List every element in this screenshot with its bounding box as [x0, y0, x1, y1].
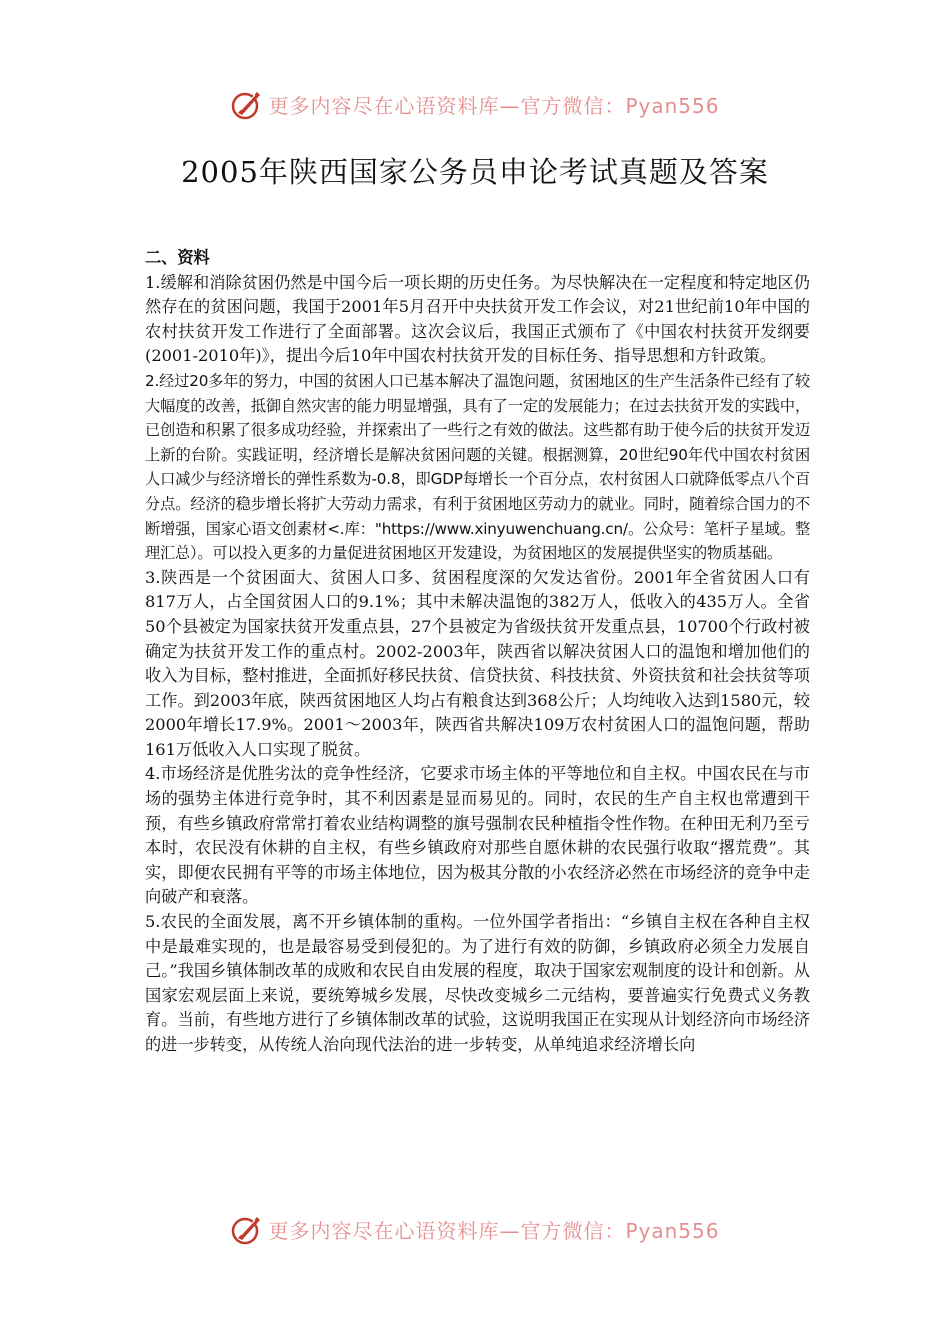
- footer-banner: [0, 1209, 950, 1249]
- banner-text: 更多内容尽在心语资料库—官方微信：Pyan556: [268, 1218, 720, 1243]
- banner-text: 更多内容尽在心语资料库—官方微信：Pyan556: [268, 93, 720, 118]
- quill-pen-logo-icon: [230, 1212, 264, 1246]
- page-title: 2005年陕西国家公务员申论考试真题及答案: [181, 155, 769, 189]
- paragraph-2: 2.经过20多年的努力，中国的贫困人口已基本解决了温饱问题，贫困地区的生产生活条件已经有了较大幅度的改善，抵御自然灾害的能力明显增强，具有了一定的发展能力；在过去扶贫开发的实践中，已创造和积累了很多成功经验，并探索出了一些行之有效的做法。这些都有助于使今后的扶贫开发迈上新的台阶。实践证明，经济增长是解决贫困问题的关键。根据测算，20世纪90年代中国农村贫困人口减少与经济增长的弹性系数为-0.8，即GDP每增长一个百分点，农村贫困人口就降低零点八个百分点。经济的稳步增长将扩大劳动力需求，有利于贫困地区劳动力的就业。同时，随着综合国力的不断增强，国家心语文创素材<.库："https://www.xinyuwenchuang.cn/。公众号：笔杆子星域。整理汇总）。可以投入更多的力量促进贫困地区开发建设，为贫困地区的发展提供坚实的物质基础。: [145, 371, 810, 563]
- header-banner: [0, 84, 950, 124]
- paragraph-5: 5.农民的全面发展，离不开乡镇体制的重构。一位外国学者指出：“乡镇自主权在各种自主权中是最难实现的，也是最容易受到侵犯的。为了进行有效的防御，乡镇政府必须全力发展自己。”我国乡镇体制改革的成败和农民自由发展的程度，取决于国家宏观制度的设计和创新。从国家宏观层面上来说，要统筹城乡发展，尽快改变城乡二元结构，要普遍实行免费式义务教育。当前，有些地方进行了乡镇体制改革的试验，这说明我国正在实现从计划经济向市场经济的进一步转变，从传统人治向现代法治的进一步转变，从单纯追求经济增长向: [145, 912, 810, 1054]
- quill-pen-logo-icon: [230, 87, 264, 121]
- paragraph-4: 4.市场经济是优胜劣汰的竞争性经济，它要求市场主体的平等地位和自主权。中国农民在与市场的强势主体进行竞争时，其不利因素是显而易见的。同时，农民的生产自主权也常遭到干预，有些乡镇政府常常打着农业结构调整的旗号强制农民种植指令性作物。在种田无利乃至亏本时，农民没有休耕的自主权，有些乡镇政府对那些自愿休耕的农民强行收取“撂荒费”。其实，即便农民拥有平等的市场主体地位，因为极其分散的小农经济必然在市场经济的竞争中走向破产和衰落。: [145, 764, 810, 907]
- paragraph-1: 1.缓解和消除贫困仍然是中国今后一项长期的历史任务。为尽快解决在一定程度和特定地区仍然存在的贫困问题，我国于2001年5月召开中央扶贫开发工作会议，对21世纪前10年中国的农村扶贫开发工作进行了全面部署。这次会议后，我国正式颁布了《中国农村扶贫开发纲要(2001-2010年)》，提出今后10年中国农村扶贫开发的目标任务、指导思想和方针政策。: [145, 272, 810, 366]
- document-body: [145, 246, 810, 1058]
- paragraph-3: 3.陕西是一个贫困面大、贫困人口多、贫困程度深的欠发达省份。2001年全省贫困人口有817万人，占全国贫困人口的9.1%；其中未解决温饱的382万人，低收入的435万人。全省50个县被定为国家扶贫开发重点县，27个县被定为省级扶贫开发重点县，10700个行政村被确定为扶贫开发工作的重点村。2002-2003年，陕西省以解决贫困人口的温饱和增加他们的收入为目标，整村推进，全面抓好移民扶贫、信贷扶贫、科技扶贫、外资扶贫和社会扶贫等项工作。到2003年底，陕西贫困地区人均占有粮食达到368公斤；人均纯收入达到1580元，较2000年增长17.9%。2001～2003年，陕西省共解决109万农村贫困人口的温饱问题，帮助161万低收入人口实现了脱贫。: [145, 567, 810, 759]
- section-heading: 二、资料: [145, 248, 210, 267]
